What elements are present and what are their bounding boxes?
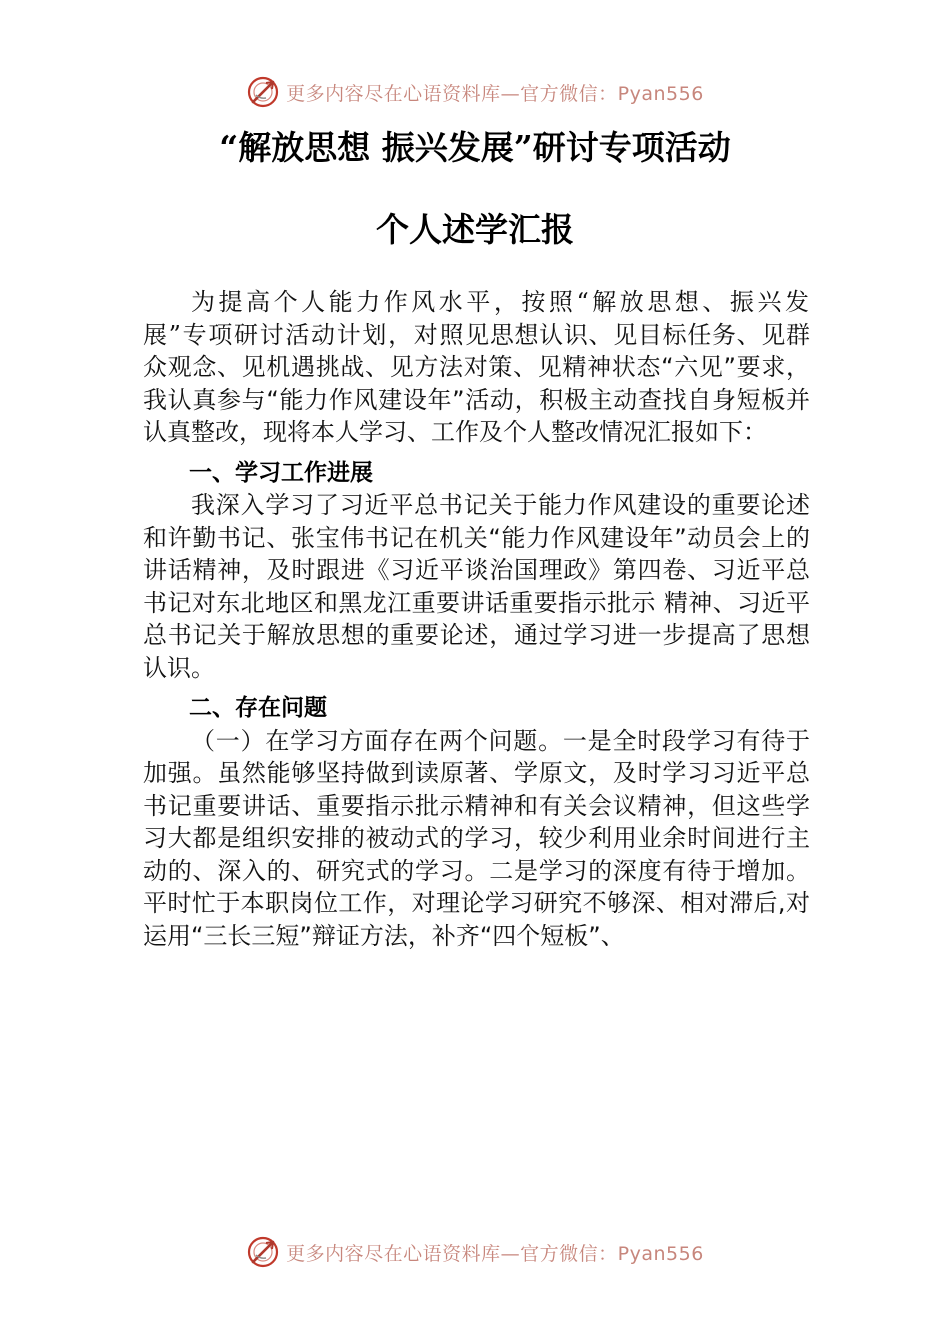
watermark-header (0, 70, 950, 114)
problems-point-one: 全时段学习有待于加强。 (143, 726, 811, 787)
spacer (143, 449, 810, 457)
watermark-wechat-id: Pyan556 (617, 82, 704, 105)
watermark-text (286, 79, 704, 106)
section-problems-paragraph (143, 725, 810, 953)
intro-lead: 为提高个人能力作风水平，按照“解放思想、振兴发展”专项研讨活动计划，对照 (143, 288, 810, 349)
section-progress-body: 我深入学习了习近平总书记关于能力作风建设的重要论述和许勤书记、张宝伟书记在机关“能力作风建设年”动员会上的讲话精神，及时跟进《习近平谈治国理政》第四卷、习近平总书记对东北地区和黑龙江重要讲话重要指示批示 精神、习近平总书记关于解放思想的重要论述，通过学习进一步提高了思想认识。 (143, 491, 810, 682)
watermark-label: 更多内容尽在心语资料库—官方微信： (286, 82, 618, 105)
watermark-footer (0, 1230, 950, 1274)
problems-text-a: （一）在学习方面存在两个问题。一是 (191, 726, 613, 755)
document-title-line2: 个人述学汇报 (376, 210, 574, 249)
watermark-text (286, 1239, 704, 1266)
watermark-logo-icon (246, 1235, 280, 1269)
intro-paragraph (143, 286, 810, 449)
watermark-logo-icon (246, 75, 280, 109)
watermark-wechat-id: Pyan556 (617, 1242, 704, 1265)
document-title-line1: “解放思想 振兴发展”研讨专项活动 (219, 128, 731, 167)
spacer (143, 684, 810, 692)
problems-text-c: 虽然能够坚持做到读原著、学原文，及时学习习近平总书记重要讲话、重要指示批示精神和有关会议精神，但这些学习大都是组织安排的被动式的学习，较少利用业余时间进行主动的、深入的、研究式的学习。二是 (143, 759, 811, 885)
document-body (143, 286, 810, 952)
section-heading-problems: 二、存在问题 (189, 695, 327, 721)
problems-text-e: 平时忙于本职岗位工作，对理论学习研究不够深、相对滞后,对运用“三长三短”辩证方法，补齐“四个短板”、 (143, 889, 810, 950)
intro-rest: 见思想认识、见目标任务、见群众观念、见机遇挑战、见方法对策、见精神状态“六见”要求，我认真参与“能力作风建设年”活动，积极主动查找自身短板并认真整改，现将本人学习、工作及个人整改情况汇报如下： (143, 320, 810, 446)
section-heading-progress: 一、学习工作进展 (189, 459, 373, 486)
watermark-label: 更多内容尽在心语资料库—官方微信： (286, 1242, 618, 1265)
problems-point-two: 学习的深度有待于增加。 (538, 856, 811, 885)
